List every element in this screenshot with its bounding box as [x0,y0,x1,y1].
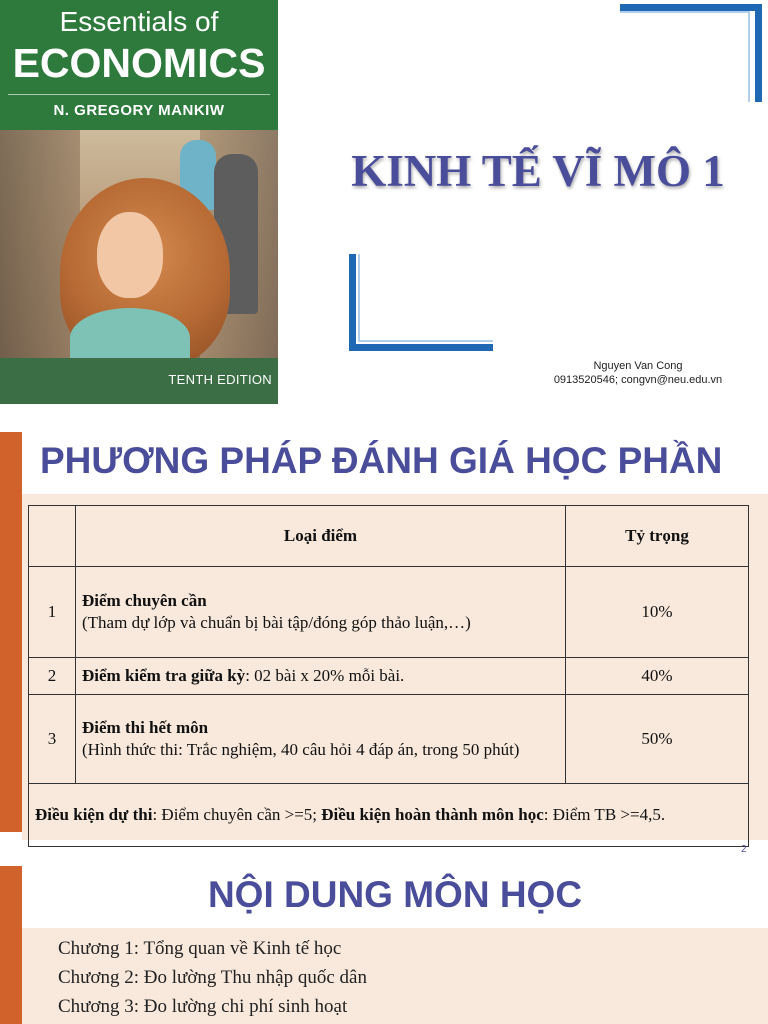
conditions-note [29,784,749,847]
row-number: 1 [29,567,76,658]
decorative-frame-bottom-left-inner [358,254,493,342]
table-row [29,695,749,784]
condition-label: Điều kiện hoàn thành môn học [321,805,544,824]
slide-accent-bar [0,432,22,832]
table-footer-row [29,784,749,847]
slide-title: PHƯƠNG PHÁP ĐÁNH GIÁ HỌC PHẦN [40,440,723,481]
row-weight: 10% [566,567,749,658]
cover-photo [0,130,278,358]
row-title: Điểm chuyên cần [82,591,207,610]
row-description [76,658,566,695]
list-item: Chương 1: Tổng quan về Kinh tế học [58,938,342,959]
book-edition: TENTH EDITION [168,372,272,387]
header-weight: Tỷ trọng [566,506,749,567]
book-title-line2: ECONOMICS [12,40,266,86]
list-item: Chương 3: Đo lường chi phí sinh hoạt [58,996,348,1017]
cover-divider [8,94,270,95]
condition-text: : Điểm chuyên cần >=5; [152,805,322,824]
lecturer-name: Nguyen Van Cong [593,360,683,372]
grading-table [28,505,749,847]
row-title: Điểm thi hết môn [82,718,209,737]
book-author: N. GREGORY MANKIW [53,102,225,119]
row-description [76,567,566,658]
row-number: 2 [29,658,76,695]
assessment-slide [0,432,768,860]
table-header-row [29,506,749,567]
condition-text: : Điểm TB >=4,5. [543,805,666,824]
title-slide [0,0,768,404]
slide-accent-bar [0,866,22,1024]
content-slide [0,866,768,1024]
header-no [29,506,76,567]
page-number: 2 [741,844,747,855]
photo-woman-face [97,212,163,298]
slide-title: NỘI DUNG MÔN HỌC [207,874,583,915]
row-detail: (Hình thức thi: Trắc nghiệm, 40 câu hỏi 4 đáp án, trong 50 phút) [82,740,520,759]
row-title: Điểm kiểm tra giữa kỳ [82,666,246,685]
row-weight: 50% [566,695,749,784]
row-weight: 40% [566,658,749,695]
chapter-list [58,934,367,1021]
decorative-frame-top-right-inner [620,11,750,102]
header-type: Loại điểm [76,506,566,567]
book-title-line1: Essentials of [59,6,219,37]
lecturer-contact: 0913520546; congvn@neu.edu.vn [553,374,723,386]
row-detail: : 02 bài x 20% mỗi bài. [245,666,405,685]
table-row [29,658,749,695]
condition-label: Điều kiện dự thi [35,805,153,824]
row-detail: (Tham dự lớp và chuẩn bị bài tập/đóng góp thảo luận,…) [82,613,471,632]
row-description [76,695,566,784]
table-row [29,567,749,658]
course-title: KINH TẾ VĨ MÔ 1 [351,146,725,196]
list-item: Chương 2: Đo lường Thu nhập quốc dân [58,967,367,988]
book-cover-image [0,0,278,404]
row-number: 3 [29,695,76,784]
